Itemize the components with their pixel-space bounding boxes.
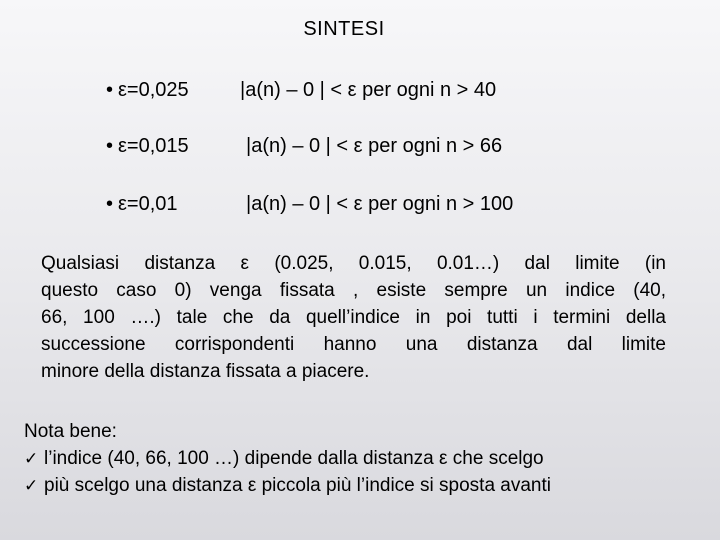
- slide-title: SINTESI: [303, 18, 385, 40]
- summary-paragraph: [41, 250, 666, 385]
- note-item: [24, 472, 551, 499]
- bullet-icon: •: [106, 135, 114, 157]
- check-icon: ✓: [24, 449, 39, 468]
- note-item-text: l’indice (40, 66, 100 …) dipende dalla distanza ε che scelgo: [44, 448, 544, 469]
- summary-line: Qualsiasi distanza ε (0.025, 0.015, 0.01…) dal limite (in: [41, 253, 666, 274]
- note-heading: Nota bene:: [24, 421, 117, 442]
- epsilon-condition: |a(n) – 0 | < ε per ogni n > 66: [246, 135, 503, 157]
- bullet-icon: •: [106, 79, 114, 101]
- note-item: [24, 445, 551, 472]
- note-block: [24, 418, 551, 499]
- epsilon-condition: |a(n) – 0 | < ε per ogni n > 40: [240, 79, 497, 101]
- bullet-icon: •: [106, 193, 114, 215]
- check-icon: ✓: [24, 476, 39, 495]
- epsilon-value: ε=0,01: [118, 193, 178, 215]
- note-item-text: più scelgo una distanza ε piccola più l’indice si sposta avanti: [44, 475, 551, 496]
- summary-line: minore della distanza fissata a piacere.: [41, 361, 370, 382]
- summary-line: successione corrispondenti hanno una distanza dal limite: [41, 334, 666, 355]
- epsilon-value: ε=0,015: [118, 135, 189, 157]
- summary-line: 66, 100 ….) tale che da quell’indice in poi tutti i termini della: [41, 307, 666, 328]
- epsilon-value: ε=0,025: [118, 79, 189, 101]
- epsilon-condition: |a(n) – 0 | < ε per ogni n > 100: [246, 193, 514, 215]
- summary-line: questo caso 0) venga fissata , esiste sempre un indice (40,: [41, 280, 666, 301]
